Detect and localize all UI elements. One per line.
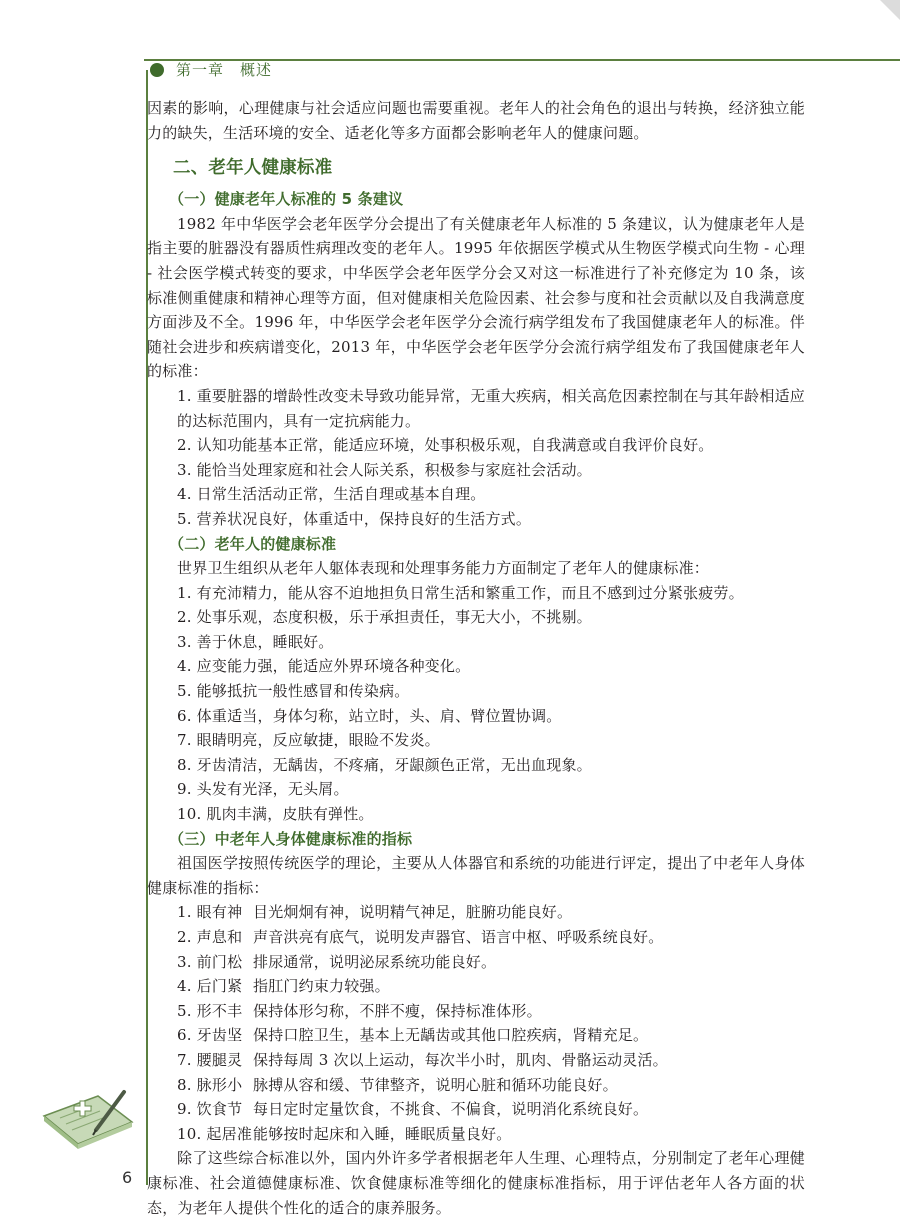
list-item	[147, 999, 805, 1024]
item-term: 2. 声息和	[177, 928, 243, 946]
subsection-title-3: （三）中老年人身体健康标准的指标	[169, 829, 413, 848]
item-desc: 保持体形匀称，不胖不瘦，保持标准体形。	[253, 1001, 542, 1020]
page-body	[147, 96, 805, 1220]
list-item	[147, 974, 805, 999]
item-term: 7. 腰腿灵	[177, 1050, 243, 1069]
item-desc: 保持口腔卫生，基本上无龋齿或其他口腔疾病，肾精充足。	[253, 1026, 649, 1045]
item-desc: 每日定时定量饮食，不挑食、不偏食，说明消化系统良好。	[253, 1100, 649, 1119]
closing-paragraph: 除了这些综合标准以外，国内外许多学者根据老年人生理、心理特点，分别制定了老年心理健康标准、社会道德健康标准、饮食健康标准等细化的健康标准指标，用于评估老年人各方面的状态，为老年人提供个性化的适合的康养服务。	[147, 1149, 805, 1217]
list-item	[147, 925, 805, 950]
list-item: 7. 眼睛明亮，反应敏捷，眼睑不发炎。	[177, 731, 440, 750]
item-desc: 目光炯炯有神，说明精气神足，脏腑功能良好。	[253, 903, 573, 922]
list-item	[147, 900, 805, 925]
item-desc: 脉搏从容和缓、节律整齐，说明心脏和循环功能良好。	[253, 1075, 618, 1094]
section-title: 二、老年人健康标准	[173, 158, 333, 179]
list-item: 2. 认知功能基本正常，能适应环境，处事积极乐观，自我满意或自我评价良好。	[177, 436, 714, 455]
item-desc: 指肛门约束力较强。	[253, 977, 390, 996]
item-desc: 能够按时起床和入睡，睡眠质量良好。	[253, 1124, 512, 1143]
list-item: 10. 肌肉丰满，皮肤有弹性。	[177, 805, 374, 824]
paragraph: 世界卫生组织从老年人躯体表现和处理事务能力方面制定了老年人的健康标准：	[177, 559, 710, 578]
list-item	[147, 1122, 805, 1147]
paragraph: 1982 年中华医学会老年医学分会提出了有关健康老年人标准的 5 条建议，认为健康老年人是指主要的脏器没有器质性病理改变的老年人。1995 年依据医学模式从生物医学模式向生物 - 心理 - 社会医学模式转变的要求，中华医学会老年医学分会又对这一标准进行了补充修定为 10 条，该标准侧重健康和精神心理等方面，但对健康相关危险因素、社会参与度和社会贡献以及自我满意度方面涉及不全。1996 年，中华医学会老年医学分会流行病学组发布了我国健康老年人的标准。伴随社会进步和疾病谱变化，2013 年，中华医学会老年医学分会流行病学组发布了我国健康老年人的标准：	[147, 214, 805, 381]
list-item: 9. 头发有光泽，无头屑。	[177, 780, 349, 799]
item-term: 1. 眼有神	[177, 903, 243, 922]
item-term: 5. 形不丰	[177, 1001, 243, 1020]
item-term: 9. 饮食节	[177, 1100, 243, 1119]
list-item: 6. 体重适当，身体匀称，站立时，头、肩、臂位置协调。	[177, 706, 562, 725]
header-bullet	[150, 63, 164, 77]
list-item: 3. 能恰当处理家庭和社会人际关系，积极参与家庭社会活动。	[177, 460, 592, 479]
list-item: 2. 处事乐观，态度积极，乐于承担责任，事无大小，不挑剔。	[177, 608, 592, 627]
list-item: 1. 重要脏器的增龄性改变未导致功能异常，无重大疾病，相关高危因素控制在与其年龄相适应的达标范围内，具有一定抗病能力。	[177, 386, 805, 430]
item-desc: 保持每周 3 次以上运动，每次半小时，肌肉、骨骼运动灵活。	[253, 1050, 668, 1069]
list-item: 5. 营养状况良好，体重适中，保持良好的生活方式。	[177, 509, 532, 528]
item-term: 6. 牙齿坚	[177, 1026, 243, 1045]
item-term: 10. 起居准	[177, 1124, 253, 1143]
list-item: 4. 应变能力强，能适应外界环境各种变化。	[177, 657, 471, 676]
subsection-title-1: （一）健康老年人标准的 5 条建议	[169, 190, 404, 209]
list-item	[147, 950, 805, 975]
item-desc: 排尿通常，说明泌尿系统功能良好。	[253, 952, 497, 971]
intro-paragraph: 因素的影响，心理健康与社会适应问题也需要重视。老年人的社会角色的退出与转换，经济独立能力的缺失，生活环境的安全、适老化等多方面都会影响老年人的健康问题。	[147, 99, 805, 142]
list-item	[147, 1097, 805, 1122]
list-item: 4. 日常生活活动正常，生活自理或基本自理。	[177, 485, 486, 504]
list-item	[147, 1073, 805, 1098]
item-desc: 声音洪亮有底气，说明发声器官、语言中枢、呼吸系统良好。	[253, 928, 664, 946]
item-term: 8. 脉形小	[177, 1075, 243, 1094]
clipboard-pen-icon	[38, 1086, 138, 1152]
list-item	[147, 1048, 805, 1073]
list-item: 5. 能够抵抗一般性感冒和传染病。	[177, 682, 410, 701]
subsection-title-2: （二）老年人的健康标准	[169, 534, 337, 553]
list-item: 8. 牙齿清洁，无龋齿，不疼痛，牙龈颜色正常，无出血现象。	[177, 755, 592, 774]
chapter-title: 第一章 概述	[176, 61, 273, 79]
item-term: 3. 前门松	[177, 952, 243, 971]
item-term: 4. 后门紧	[177, 977, 243, 996]
list-item: 3. 善于休息，睡眠好。	[177, 632, 334, 651]
list-item	[147, 1023, 805, 1048]
list-item: 1. 有充沛精力，能从容不迫地担负日常生活和繁重工作，而且不感到过分紧张疲劳。	[177, 583, 744, 602]
page-number: 6	[122, 1168, 133, 1187]
paragraph: 祖国医学按照传统医学的理论，主要从人体器官和系统的功能进行评定，提出了中老年人身体健康标准的指标：	[147, 854, 805, 897]
corner-fold	[880, 0, 900, 20]
